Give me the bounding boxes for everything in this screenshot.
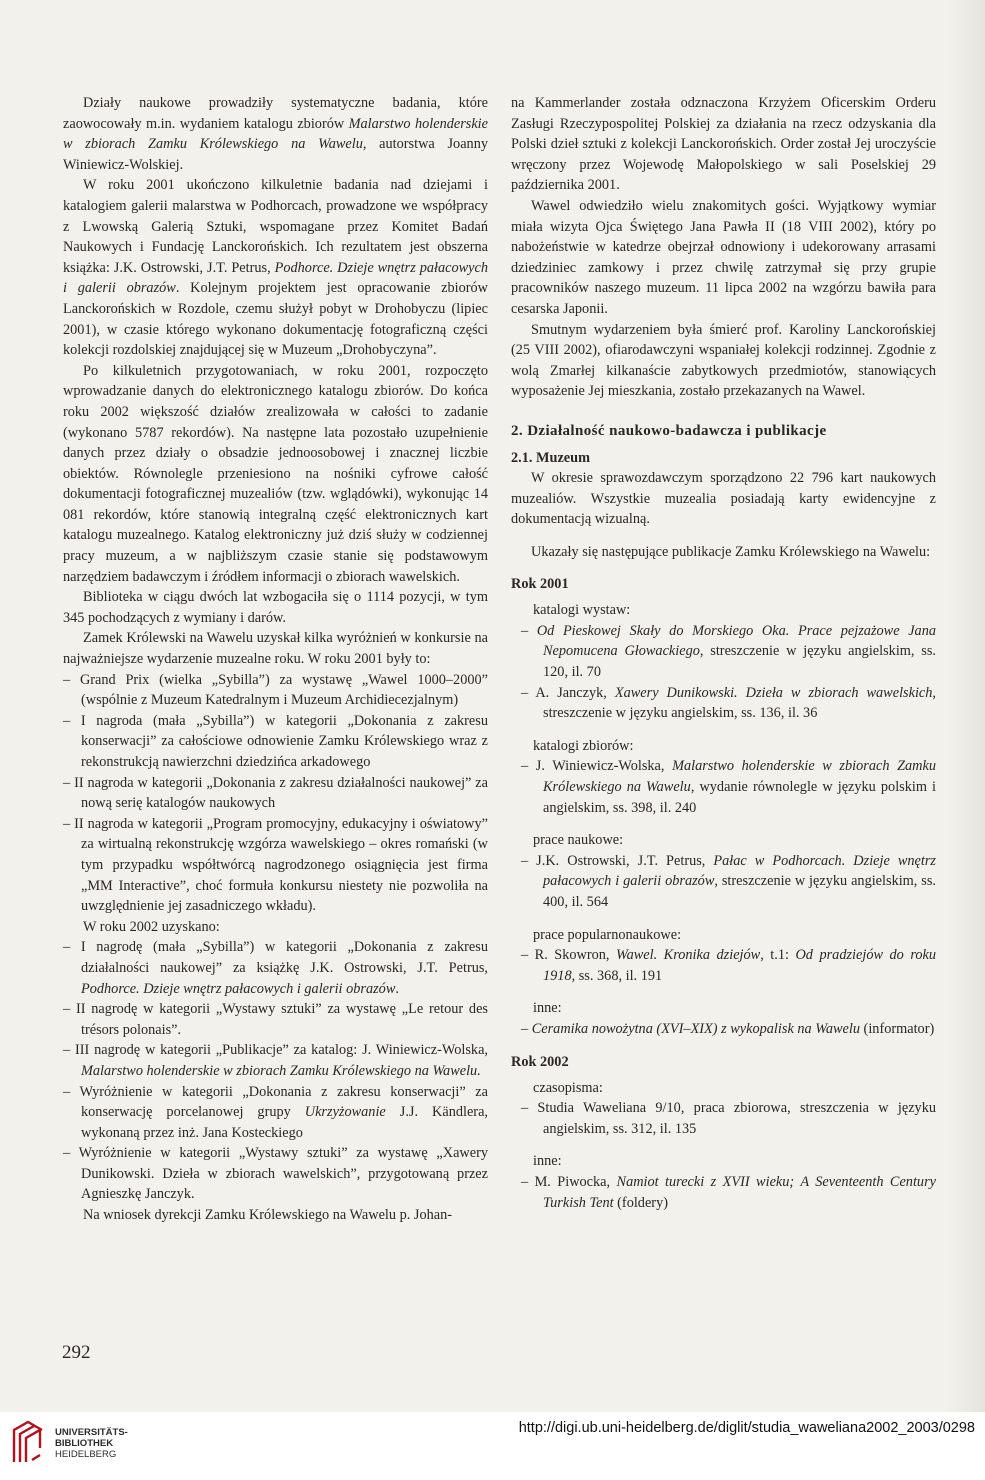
logo-line: BIBLIOTHEK <box>55 1438 114 1449</box>
paragraph: Biblioteka w ciągu dwóch lat wzbogaciła się o 1114 pozycji, w tym 345 pochodzących z wymiany i darów. <box>63 589 488 626</box>
paragraph: Ukazały się następujące publikacje Zamku Królewskiego na Wawelu: <box>531 543 931 560</box>
paragraph: Na wniosek dyrekcji Zamku Królewskiego na Wawelu p. Johan- <box>83 1207 453 1224</box>
spacer <box>511 986 936 998</box>
paragraph: Działy naukowe prowadziły systematyczne badania, które zaowocowały m.in. wydaniem katalogu zbiorów Malarstwo holenderskie w zbiorach Zamku Królewskiego na Wawelu, autorstwa Joanny Winiewicz-Wolskiej. <box>63 95 488 173</box>
list-item: – Od Pieskowej Skały do Morskiego Oka. Prace pejzażowe Jana Nepomucena Głowackiego, streszczenie w języku angielskim, ss. 120, il. 70 <box>521 622 936 681</box>
category-label: czasopisma: <box>533 1079 603 1096</box>
library-logo-text <box>55 1427 128 1460</box>
list-item: – M. Piwocka, Namiot turecki z XVII wieku; A Seventeenth Century Turkish Tent (foldery) <box>521 1173 936 1211</box>
section-heading: 2. Działalność naukowo-badawcza i publikacje <box>511 422 827 439</box>
list-item: – Wyróżnienie w kategorii „Dokonania z zakresu konserwacji” za konserwację porcelanowej grupy Ukrzyżowanie J.J. Kändlera, wykonaną przez inż. Jana Kosteckiego <box>63 1083 488 1141</box>
paragraph: W okresie sprawozdawczym sporządzono 22 796 kart naukowych muzealiów. Wszystkie muzealia posiadają karty ewidencyjne z dokumentacją wizualną. <box>511 469 936 528</box>
category-label: prace popularnonaukowe: <box>533 926 682 943</box>
spacer <box>511 724 936 736</box>
spacer <box>511 818 936 830</box>
library-logo-icon <box>10 1420 46 1466</box>
category-label: katalogi wystaw: <box>533 602 631 619</box>
paragraph: Zamek Królewski na Wawelu uzyskał kilka wyróżnień w konkursie na najważniejsze wydarzenie muzealne roku. W roku 2001 były to: <box>63 630 488 668</box>
page-edge-shadow <box>945 0 985 1412</box>
list-item: – II nagroda w kategorii „Program promocyjny, edukacyjny i oświatowy” za wirtualną rekonstrukcję wzgórza wawelskiego – okres romański (w tym przypadku współtwórcą nagrodzonego osiągnięcia jest firma „MM Interactive”, choć formuła konkursu niestety nie pozwoliła na uwzględnienie jej zasadniczego wkładu). <box>63 815 488 915</box>
list-item: – Grand Prix (wielka „Sybilla”) za wystawę „Wawel 1000–2000” (wspólnie z Muzeum Katedralnym i Muzeum Archidiecezjalnym) <box>63 671 488 709</box>
list-item: – I nagroda (mała „Sybilla”) w kategorii „Dokonania z zakresu konserwacji” za całościowe odnowienie Zamku Królewskiego wraz z rekonstrukcją nawierzchni dziedzińca arkadowego <box>63 712 488 770</box>
list-item: – Wyróżnienie w kategorii „Wystawy sztuki” za wystawę „Xawery Dunikowski. Dzieła w zbiorach wawelskich”, przygotowaną przez Agnieszkę Janczyk. <box>63 1145 488 1203</box>
logo-line: UNIVERSITÄTS- <box>55 1427 128 1438</box>
paragraph: W roku 2002 uzyskano: <box>83 918 220 935</box>
year-heading: Rok 2002 <box>511 1053 569 1070</box>
list-item: – Ceramika nowożytna (XVI–XIX) z wykopalisk na Wawelu (informator) <box>521 1020 935 1037</box>
list-item: – R. Skowron, Wawel. Kronika dziejów, t.1: Od pradziejów do roku 1918, ss. 368, il. 191 <box>521 947 937 984</box>
left-column <box>63 93 488 1226</box>
category-label: inne: <box>533 1000 562 1017</box>
subsection-heading: 2.1. Muzeum <box>511 449 591 466</box>
spacer <box>511 530 936 542</box>
spacer <box>511 562 936 574</box>
list-item: – II nagroda w kategorii „Dokonania z zakresu działalności naukowej” za nową serię katalogów naukowych <box>63 774 488 812</box>
paragraph: na Kammerlander została odznaczona Krzyżem Oficerskim Orderu Zasługi Rzeczypospolitej Polskiej za działania na rzecz odzyskania dla Polski dzieł sztuki z kolekcji Lanckorońskich. Order został Jej uroczyście wręczony przez Wojewodę Małopolskiego w sali Poselskiej 29 października 2001. <box>511 95 936 194</box>
paragraph: Wawel odwiedziło wielu znakomitych gości. Wyjątkowy wymiar miała wizyta Ojca Świętego Jana Pawła II (18 VIII 2002), który po nabożeństwie w katedrze obejrzał odnowiony i udekorowany arrasami dziedziniec zamkowy i przez chwilę zatrzymał się przy grupie pracowników naszego muzeum. 11 lipca 2002 na wzgórzu bawiła para cesarska Japonii. <box>511 197 936 317</box>
list-item: – J. Winiewicz-Wolska, Malarstwo holenderskie w zbiorach Zamku Królewskiego na Wawelu, wydanie równolegle w języku polskim i angielskim, ss. 398, il. 240 <box>521 758 937 816</box>
category-label: prace naukowe: <box>533 832 624 849</box>
paragraph: Smutnym wydarzeniem była śmierć prof. Karoliny Lanckorońskiej (25 VIII 2002), ofiarodawczyni wspaniałej kolekcji rodzinnej. Zgodnie z wolą Zmarłej kilkanaście zabytkowych przedmiotów, stanowiących wyposażenie Jej mieszkania, zostało przekazanych na Wawel. <box>511 321 936 400</box>
spacer <box>511 402 936 420</box>
list-item: – Studia Waweliana 9/10, praca zbiorowa, streszczenia w języku angielskim, ss. 312, il. 135 <box>521 1100 936 1137</box>
list-item: – II nagrodę w kategorii „Wystawy sztuki” za wystawę „Le retour des trésors polonais”. <box>63 1001 488 1038</box>
right-column <box>511 93 936 1213</box>
page-number: 292 <box>62 1342 91 1363</box>
list-item: – A. Janczyk, Xawery Dunikowski. Dzieła w zbiorach wawelskich, streszczenie w języku angielskim, ss. 136, il. 36 <box>521 684 936 722</box>
spacer <box>511 913 936 925</box>
category-label: inne: <box>533 1153 562 1170</box>
list-item: – I nagrodę (mała „Sybilla”) w kategorii „Dokonania z zakresu działalności naukowej” za książkę J.K. Ostrowski, J.T. Petrus, Podhorce. Dzieje wnętrz pałacowych i galerii obrazów. <box>63 939 488 997</box>
paragraph: Po kilkuletnich przygotowaniach, w roku 2001, rozpoczęto wprowadzanie danych do elektronicznego katalogu zbiorów. Do końca roku 2002 większość działów zrealizowała w całości to zadanie (wykonano 5787 rekordów). Na następne lata pozostało uzupełnienie danych przez działy o obsadzie jednoosobowej i znacznej liczbie obiektów. Równolegle przeniesiono na nośniki cyfrowe całość dokumentacji fotograficznej muzealiów (tzw. wglądówki), wykonując 14 081 rekordów, które stanowią integralną część elektronicznych kart katalogu muzealnego. Katalog elektroniczny już dziś służy w codziennej pracy muzeum, a w najbliższym czasie stanie się podstawowym narzędziem badawczym i źródłem informacji o zbiorach wawelskich. <box>63 362 488 585</box>
year-heading: Rok 2001 <box>511 576 569 593</box>
spacer <box>511 1040 936 1052</box>
logo-line: HEIDELBERG <box>55 1449 117 1460</box>
list-item: – J.K. Ostrowski, J.T. Petrus, Pałac w Podhorcach. Dzieje wnętrz pałacowych i galerii obrazów, streszczenie w języku angielskim, ss. 400, il. 564 <box>521 852 936 910</box>
paragraph: W roku 2001 ukończono kilkuletnie badania nad dziejami i katalogiem galerii malarstwa w Podhorcach, prowadzone we współpracy z Lwowską Galerią Sztuki, wspomagane przez Komitet Badań Naukowych i Fundację Lanckorońskich. Ich rezultatem jest obszerna książka: J.K. Ostrowski, J.T. Petrus, Podhorce. Dzieje wnętrz pałacowych i galerii obrazów. Kolejnym projektem jest opracowanie zbiorów Lanckorońskich w Rozdole, czemu służył pobyt w Drohobyczu (lipiec 2001), w czasie którego wykonano dokumentację fotograficzną części kolekcji rozdolskiej znajdującej się w Muzeum „Drohobyczyna”. <box>63 177 488 359</box>
category-label: katalogi zbiorów: <box>533 737 634 754</box>
spacer <box>511 1139 936 1151</box>
source-url-link[interactable]: http://digi.ub.uni-heidelberg.de/diglit/studia_waweliana2002_2003/0298 <box>518 1420 975 1436</box>
list-item: – III nagrodę w kategorii „Publikacje” za katalog: J. Winiewicz-Wolska, Malarstwo holenderskie w zbiorach Zamku Królewskiego na Wawelu. <box>63 1042 488 1079</box>
